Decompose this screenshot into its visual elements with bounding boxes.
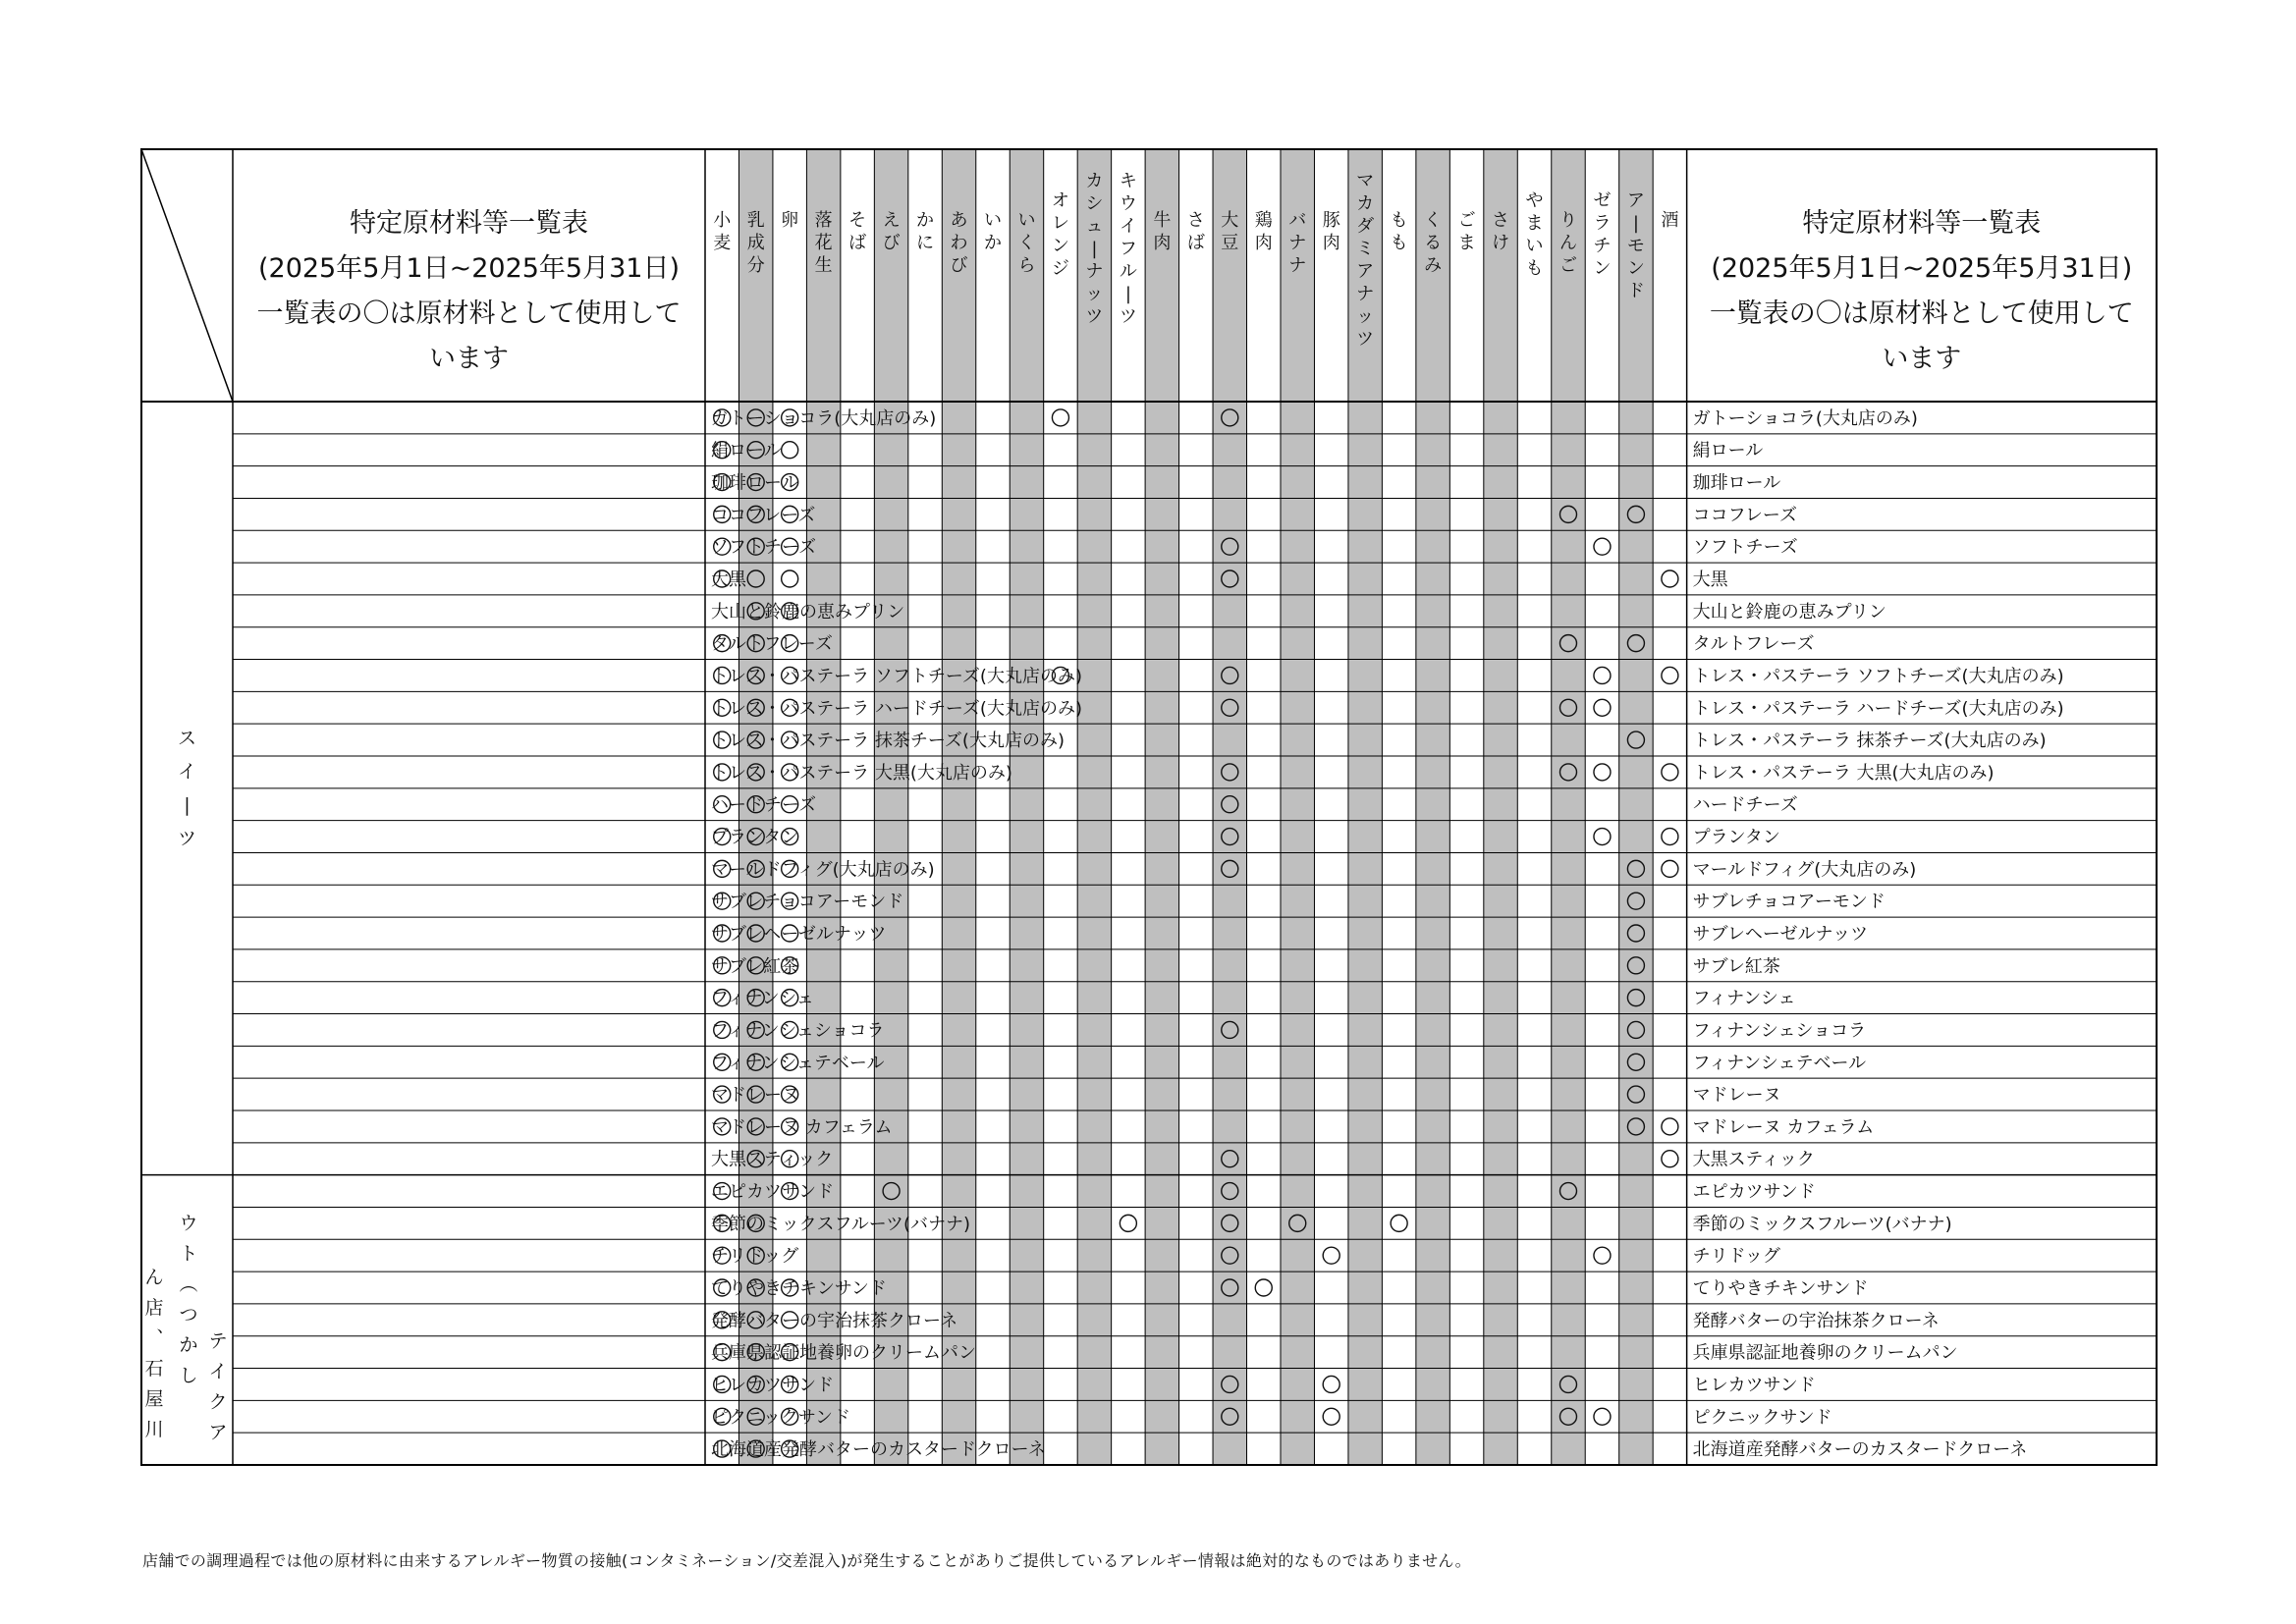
row-name-left: ココフレーズ [711, 505, 816, 526]
row-name-right: 絹ロール [1692, 440, 1764, 461]
mark-酒 [1662, 667, 1678, 683]
row-name-right: トレス・パステーラ ハードチーズ(大丸店のみ) [1692, 698, 2064, 720]
row-name-left: 大黒スティック [711, 1149, 834, 1170]
header-diagonal [141, 149, 233, 402]
shade-大豆 [1213, 149, 1246, 1465]
row-name-left: 季節のミックスフルーツ(バナナ) [711, 1214, 971, 1235]
row-name-right: 発酵バターの宇治抹茶クローネ [1692, 1310, 1940, 1331]
row-name-right: 大黒スティック [1692, 1149, 1815, 1170]
column-header-さけ: さけ [1492, 210, 1510, 253]
table-row [711, 698, 2064, 719]
mark-卵 [782, 442, 798, 459]
column-header-バナナ: バナナ [1288, 210, 1307, 276]
header-title-left-box-line-3: 一覧表の〇は原材料として使用して [256, 298, 682, 329]
mark-酒 [1662, 570, 1678, 587]
row-name-right: 季節のミックスフルーツ(バナナ) [1692, 1214, 1952, 1235]
column-header-小麦: 小麦 [713, 210, 732, 253]
shade-牛肉 [1145, 149, 1178, 1465]
mark-ゼラチン [1594, 538, 1611, 555]
header-title-right-line-4: います [1882, 344, 1962, 374]
mark-豚肉 [1323, 1408, 1339, 1425]
row-name-left: サブレ紅茶 [711, 955, 799, 977]
row-name-right: ハードチーズ [1692, 794, 1798, 816]
column-header-アーモンド: ア|モンド [1626, 190, 1645, 301]
row-name-right: サブレ紅茶 [1692, 955, 1780, 977]
row-name-right: ピクニックサンド [1692, 1407, 1832, 1429]
column-header-乳成分: 乳成分 [746, 210, 765, 276]
column-header-くるみ: くるみ [1424, 210, 1443, 276]
row-name-left: トレス・パステーラ 大黒(大丸店のみ) [711, 762, 1012, 784]
row-name-left: 兵庫県認証地養卵のクリームパン [711, 1342, 976, 1364]
row-name-right: マールドフィグ(大丸店のみ) [1692, 859, 1917, 881]
column-header-卵: 卵 [781, 210, 799, 231]
mark-ゼラチン [1594, 1247, 1611, 1264]
row-name-right: ココフレーズ [1692, 505, 1798, 526]
row-name-left: タルトフレーズ [711, 633, 833, 655]
mark-ゼラチン [1594, 829, 1611, 845]
row-name-right: プランタン [1692, 827, 1780, 848]
mark-鶏肉 [1255, 1279, 1272, 1296]
row-name-right: フィナンシェ [1692, 988, 1796, 1009]
mark-酒 [1662, 1151, 1678, 1167]
column-header-やまいも: やまいも [1525, 190, 1544, 279]
column-header-オレンジ: オレンジ [1051, 190, 1069, 279]
mark-酒 [1662, 764, 1678, 781]
row-name-left: てりやきチキンサンド [711, 1278, 887, 1299]
row-name-left: トレス・パステーラ ハードチーズ(大丸店のみ) [711, 698, 1082, 720]
row-name-left: 大山と鈴鹿の恵みプリン [711, 601, 905, 623]
column-header-マカダミアナッツ: マカダミアナッツ [1356, 171, 1375, 350]
mark-豚肉 [1323, 1247, 1339, 1264]
row-name-right: 珈琲ロール [1692, 472, 1781, 494]
table-row [711, 666, 2064, 686]
row-name-right: ソフトチーズ [1692, 537, 1798, 559]
column-header-豚肉: 豚肉 [1322, 210, 1340, 253]
column-header-りんご: りんご [1558, 210, 1577, 276]
shade-あわび [942, 149, 975, 1465]
row-name-left: マドレーヌ カフェラム [711, 1116, 893, 1138]
svg-text:テイクアウト︵つかしん店︑石屋川: テイクアウト︵つかしん店︑石屋川 [144, 1213, 228, 1443]
row-name-right: マドレーヌ [1692, 1085, 1781, 1107]
shade-いくら [1010, 149, 1043, 1465]
table-row [711, 1311, 1940, 1331]
mark-ゼラチン [1594, 1408, 1611, 1425]
table-row [711, 1343, 1958, 1364]
row-name-left: ハードチーズ [711, 794, 817, 816]
header-title-right-line-2: (2025年5月1日~2025年5月31日) [1711, 253, 2133, 284]
column-header-大豆: 大豆 [1221, 210, 1239, 253]
row-name-right: マドレーヌ カフェラム [1692, 1116, 1875, 1138]
column-header-いか: いか [983, 210, 1002, 253]
column-header-ゼラチン: ゼラチン [1593, 190, 1612, 279]
row-name-left: プランタン [711, 827, 799, 848]
row-name-left: ソフトチーズ [711, 537, 817, 559]
column-header-もも: もも [1390, 210, 1408, 253]
mark-オレンジ [1052, 409, 1068, 426]
row-name-right: トレス・パステーラ 抹茶チーズ(大丸店のみ) [1692, 731, 2047, 752]
column-header-かに: かに [916, 210, 935, 253]
mark-もも [1391, 1215, 1407, 1231]
row-name-right: フィナンシェテベール [1692, 1053, 1867, 1074]
section-label-1 [178, 728, 196, 849]
shade-さけ [1484, 149, 1517, 1465]
column-header-キウイフルーツ: キウイフル|ツ [1119, 171, 1137, 327]
row-name-left: エピカツサンド [711, 1181, 835, 1203]
header-title-left-box-line-2: (2025年5月1日~2025年5月31日) [257, 253, 681, 284]
row-name-left: 絹ロール [711, 440, 782, 461]
shade-えび [874, 149, 907, 1465]
row-name-right: ガトーショコラ(大丸店のみ) [1692, 407, 1918, 429]
row-name-right: てりやきチキンサンド [1692, 1278, 1869, 1299]
column-header-落花生: 落花生 [814, 210, 833, 276]
mark-ゼラチン [1594, 764, 1611, 781]
header-title-left-box-line-4: います [429, 344, 509, 374]
shaded-columns [738, 149, 1653, 1465]
mark-卵 [782, 570, 798, 587]
column-header-いくら: いくら [1017, 210, 1036, 276]
column-header-牛肉: 牛肉 [1153, 210, 1172, 253]
footnote: 店舗での調理過程では他の原材料に由来するアレルギー物質の接触(コンタミネーション/交差混入)が発生することがありご提供しているアレルギー情報は絶対的なものではありません。 [142, 1551, 1471, 1570]
row-name-left: トレス・パステーラ ソフトチーズ(大丸店のみ) [711, 666, 1082, 687]
row-name-right: 大山と鈴鹿の恵みプリン [1692, 601, 1886, 623]
row-name-left: フィナンシェショコラ [711, 1020, 885, 1042]
row-name-right: ヒレカツサンド [1692, 1375, 1816, 1396]
row-name-right: フィナンシェショコラ [1692, 1020, 1867, 1042]
row-name-left: サブレヘーゼルナッツ [711, 924, 887, 945]
row-name-right: エピカツサンド [1692, 1181, 1816, 1203]
row-name-left: チリドッグ [711, 1246, 799, 1268]
mark-ゼラチン [1594, 667, 1611, 683]
shade-りんご [1552, 149, 1585, 1465]
shade-バナナ [1281, 149, 1314, 1465]
mark-酒 [1662, 1118, 1678, 1135]
column-header-鶏肉: 鶏肉 [1254, 210, 1273, 253]
row-name-left: トレス・パステーラ 抹茶チーズ(大丸店のみ) [711, 731, 1065, 752]
column-header-ごま: ごま [1457, 210, 1476, 253]
shade-アーモンド [1619, 149, 1653, 1465]
mark-ゼラチン [1594, 699, 1611, 716]
row-name-right: 北海道産発酵バターのカスタードクローネ [1692, 1439, 2028, 1461]
svg-text:スイ|ツ: スイ|ツ [177, 727, 197, 849]
row-name-left: 発酵バターの宇治抹茶クローネ [711, 1310, 958, 1331]
mark-酒 [1662, 860, 1678, 877]
column-header-あわび: あわび [950, 210, 968, 276]
row-name-left: 珈琲ロール [711, 472, 799, 494]
row-name-right: 兵庫県認証地養卵のクリームパン [1692, 1342, 1958, 1364]
row-name-right: タルトフレーズ [1692, 633, 1815, 655]
column-header-そば: そば [848, 210, 867, 253]
row-name-left: ヒレカツサンド [711, 1375, 835, 1396]
shade-カシューナッツ [1077, 149, 1111, 1465]
row-name-right: サブレチョコアーモンド [1692, 892, 1886, 913]
row-name-left: ピクニックサンド [711, 1407, 851, 1429]
row-name-left: 北海道産発酵バターのカスタードクローネ [711, 1439, 1046, 1461]
header-title-right-line-1: 特定原材料等一覧表 [1802, 208, 2042, 239]
column-header-さば: さば [1186, 210, 1205, 253]
row-name-right: サブレヘーゼルナッツ [1692, 924, 1869, 945]
header-title-right-line-3: 一覧表の〇は原材料として使用して [1709, 298, 2134, 329]
shade-くるみ [1416, 149, 1449, 1465]
row-name-right: 大黒 [1692, 569, 1728, 590]
column-header-えび: えび [882, 210, 901, 253]
row-name-left: マールドフィグ(大丸店のみ) [711, 859, 935, 881]
mark-豚肉 [1323, 1376, 1339, 1392]
row-name-left: フィナンシェテベール [711, 1053, 885, 1074]
column-header-酒: 酒 [1661, 210, 1679, 231]
table-text [144, 171, 2133, 1460]
row-name-left: サブレチョコアーモンド [711, 892, 904, 913]
mark-酒 [1662, 829, 1678, 845]
mark-キウイフルーツ [1120, 1215, 1136, 1231]
row-name-right: トレス・パステーラ ソフトチーズ(大丸店のみ) [1692, 666, 2064, 687]
row-name-left: マドレーヌ [711, 1085, 799, 1107]
column-header-カシューナッツ: カシュ|ナッツ [1085, 171, 1104, 327]
section-label-2 [144, 1213, 227, 1443]
header-title-left-box-line-1: 特定原材料等一覧表 [350, 208, 588, 239]
row-name-right: トレス・パステーラ 大黒(大丸店のみ) [1692, 762, 1995, 784]
row-name-left: 大黒 [711, 569, 746, 590]
row-name-left: フィナンシェ [711, 988, 814, 1009]
table-row [711, 1214, 1952, 1234]
row-name-right: チリドッグ [1692, 1246, 1780, 1268]
row-name-left: ガトーショコラ(大丸店のみ) [711, 407, 937, 429]
